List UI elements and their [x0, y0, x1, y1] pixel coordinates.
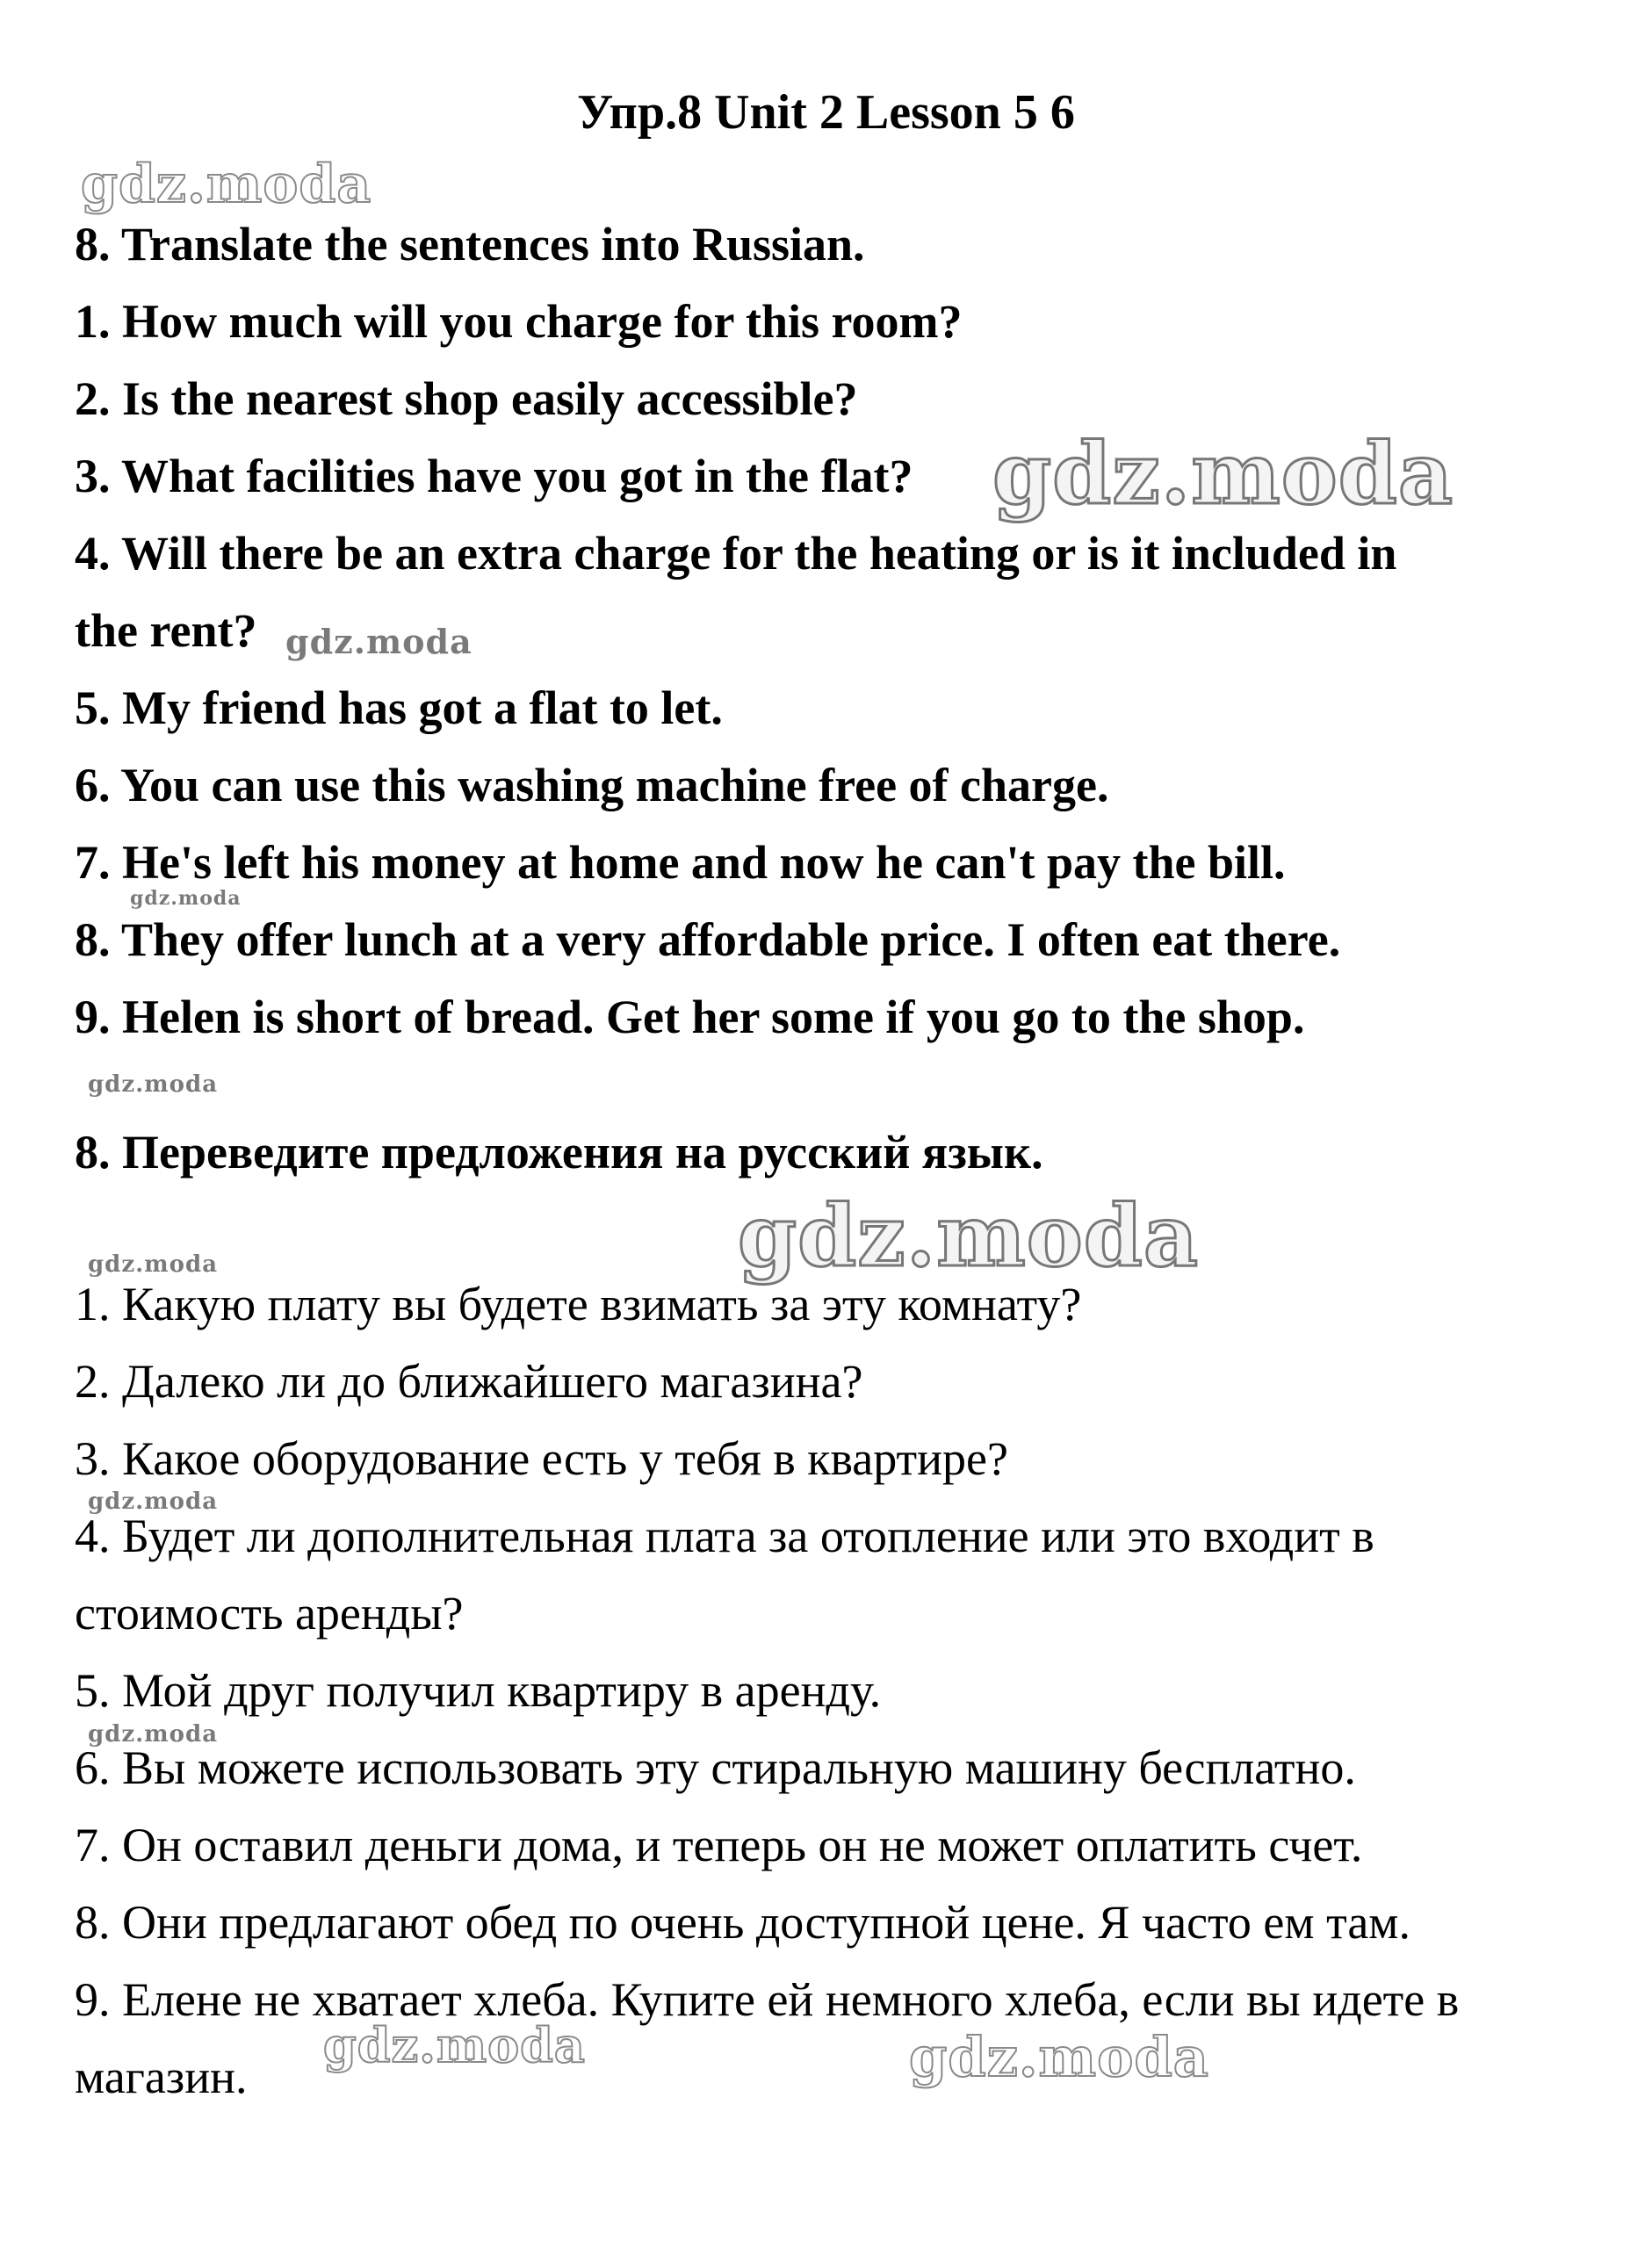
russian-heading: 8. Переведите предложения на русский язык.	[75, 1126, 1043, 1178]
english-line: 2. Is the nearest shop easily accessible?	[75, 372, 858, 425]
watermark: gdz.moda	[992, 424, 1454, 523]
watermark: gdz.moda	[81, 154, 372, 215]
russian-line: 6. Вы можете использовать эту стиральную машину бесплатно.	[75, 1741, 1356, 1794]
russian-line: 3. Какое оборудование есть у тебя в квартире?	[75, 1432, 1008, 1485]
page-title: Упр.8 Unit 2 Lesson 5 6	[577, 85, 1075, 140]
watermark: gdz.moda	[88, 1251, 219, 1278]
russian-line: 8. Они предлагают обед по очень доступной цене. Я часто ем там.	[75, 1896, 1410, 1949]
english-line: 8. They offer lunch at a very affordable price. I often eat there.	[75, 913, 1341, 966]
russian-line: 1. Какую плату вы будете взимать за эту комнату?	[75, 1278, 1082, 1330]
watermark: gdz.moda	[88, 1721, 219, 1748]
russian-line: стоимость аренды?	[75, 1587, 464, 1640]
english-line: 7. He's left his money at home and now he can't pay the bill.	[75, 836, 1286, 889]
russian-line: магазин.	[75, 2051, 248, 2103]
watermark: gdz.moda	[323, 2017, 586, 2073]
russian-line: 7. Он оставил деньги дома, и теперь он не может оплатить счет.	[75, 1819, 1363, 1871]
russian-line: 2. Далеко ли до ближайшего магазина?	[75, 1355, 863, 1408]
watermark: gdz.moda	[130, 887, 242, 910]
russian-line: 5. Мой друг получил квартиру в аренду.	[75, 1664, 882, 1717]
russian-line: 9. Елене не хватает хлеба. Купите ей немного хлеба, если вы идете в	[75, 1973, 1460, 2026]
russian-line: 4. Будет ли дополнительная плата за отопление или это входит в	[75, 1510, 1374, 1562]
english-line: 5. My friend has got a flat to let.	[75, 681, 723, 734]
english-line: 1. How much will you charge for this room?	[75, 295, 963, 348]
watermark: gdz.moda	[88, 1488, 219, 1515]
english-line: 6. You can use this washing machine free of charge.	[75, 759, 1109, 811]
english-line: the rent?	[75, 604, 257, 657]
english-line: 3. What facilities have you got in the flat?	[75, 450, 913, 502]
watermark: gdz.moda	[909, 2025, 1209, 2089]
english-heading: 8. Translate the sentences into Russian.	[75, 218, 865, 270]
watermark: gdz.moda	[738, 1186, 1200, 1286]
english-line: 9. Helen is short of bread. Get her some if you go to the shop.	[75, 991, 1305, 1043]
watermark: gdz.moda	[88, 1071, 219, 1098]
watermark: gdz.moda	[285, 622, 473, 661]
english-line: 4. Will there be an extra charge for the heating or is it included in	[75, 527, 1397, 580]
